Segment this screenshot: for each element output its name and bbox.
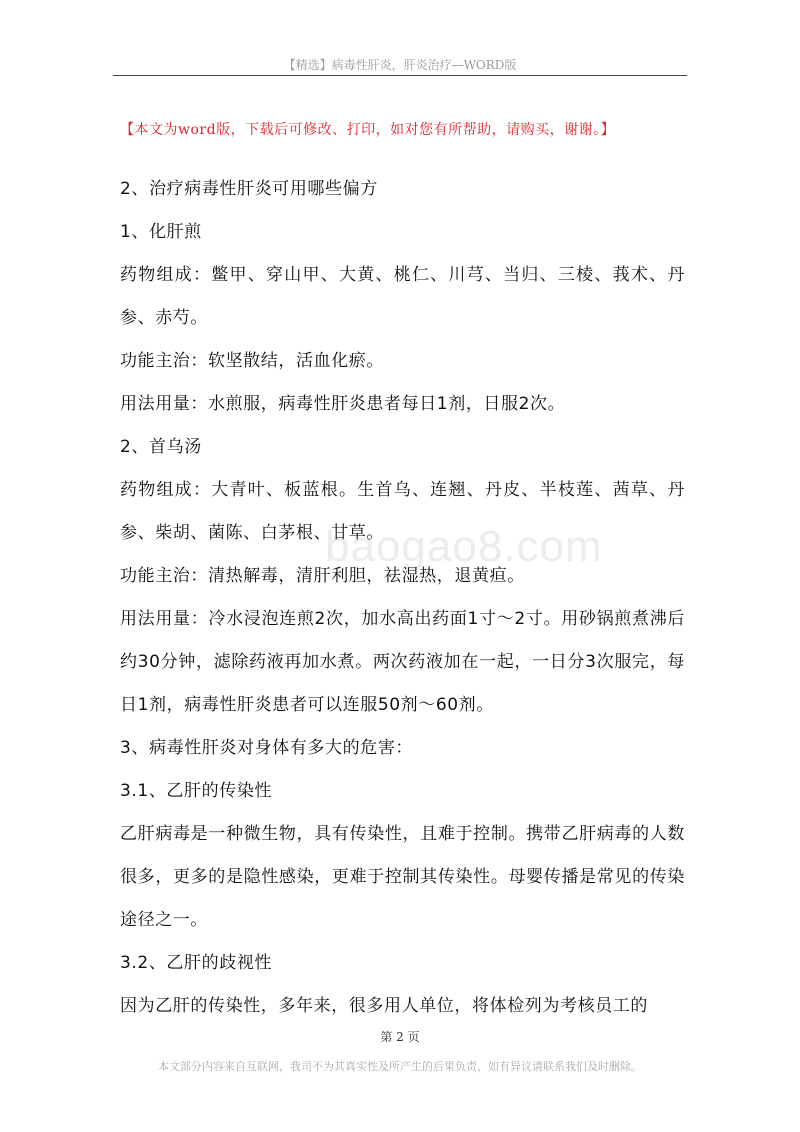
paragraph: 功能主治：软坚散结，活血化瘀。 — [120, 351, 384, 371]
watermark: baogao8.com — [325, 522, 603, 571]
paragraph: 因为乙肝的传染性，多年来，很多用人单位，将体检列为考核员工的 — [120, 996, 648, 1016]
subsection-heading: 3.1、乙肝的传染性 — [120, 781, 273, 801]
purchase-notice: 【本文为word版，下载后可修改、打印，如对您有所帮助，请购买，谢谢。】 — [120, 122, 616, 138]
paragraph: 用法用量：冷水浸泡连煎2次，加水高出药面1寸～2寸。用砂锅煎煮沸后约30分钟，滤除药液再加水煮。两次药液加在一起，一日分3次服完，每日1剂，病毒性肝炎患者可以连服50剂～60剂。 — [120, 609, 685, 715]
page-footer-disclaimer: 本文部分内容来自互联网，我司不为其真实性及所产生的后果负责，如有异议请联系我们及时删除。 — [158, 1060, 642, 1073]
page-number: 第 2 页 — [380, 1030, 420, 1044]
subsection-heading: 1、化肝煎 — [120, 222, 202, 242]
section-heading: 2、治疗病毒性肝炎可用哪些偏方 — [120, 179, 378, 199]
page-header: 【精选】病毒性肝炎，肝炎治疗—WORD版 — [283, 58, 517, 72]
paragraph: 药物组成：鳖甲、穿山甲、大黄、桃仁、川芎、当归、三棱、莪术、丹参、赤芍。 — [120, 265, 685, 328]
document-body — [120, 112, 685, 1028]
paragraph: 用法用量：水煎服，病毒性肝炎患者每日1剂，日服2次。 — [120, 394, 566, 414]
paragraph: 药物组成：大青叶、板蓝根。生首乌、连翘、丹皮、半枝莲、茜草、丹参、柴胡、菌陈、白茅根、甘草。 — [120, 480, 685, 543]
subsection-heading: 2、首乌汤 — [120, 437, 202, 457]
subsection-heading: 3.2、乙肝的歧视性 — [120, 953, 273, 973]
section-heading: 3、病毒性肝炎对身体有多大的危害： — [120, 738, 414, 758]
paragraph: 功能主治：清热解毒，清肝利胆，祛湿热，退黄疸。 — [120, 566, 525, 586]
header-divider — [113, 75, 687, 76]
paragraph: 乙肝病毒是一种微生物，具有传染性，且难于控制。携带乙肝病毒的人数很多，更多的是隐性感染，更难于控制其传染性。母婴传播是常见的传染途径之一。 — [120, 824, 685, 930]
